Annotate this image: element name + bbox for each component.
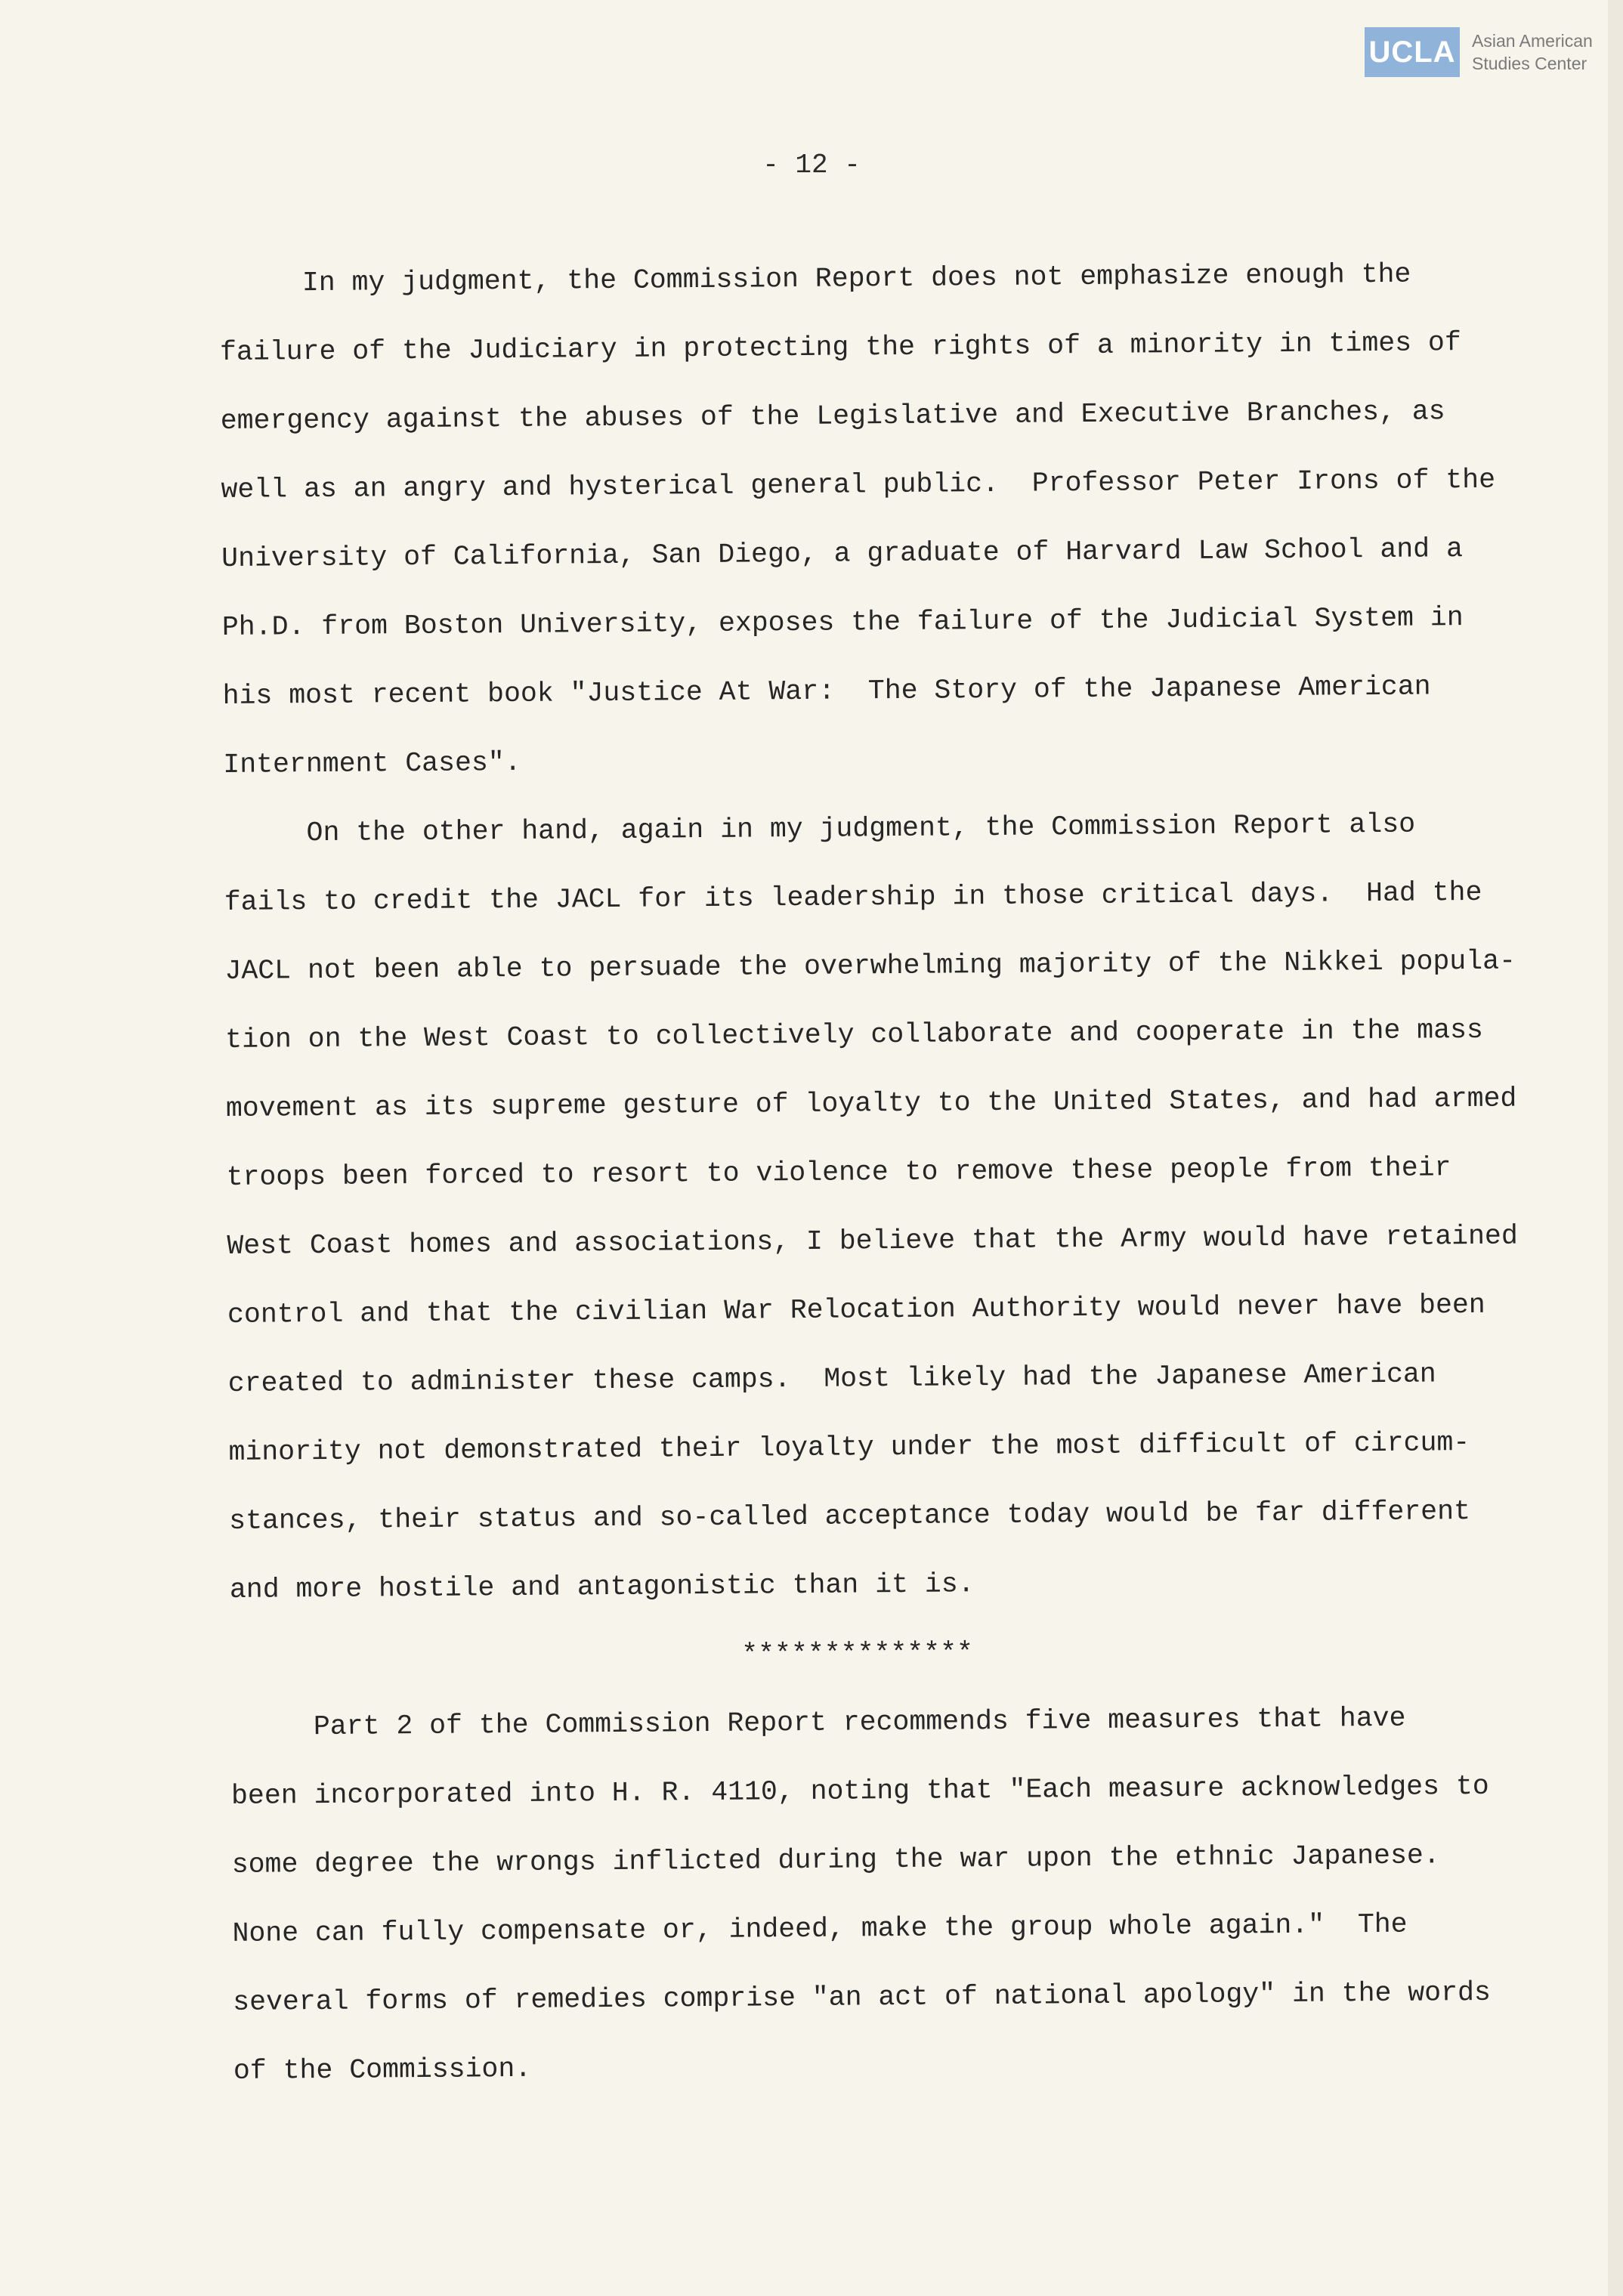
text-line: some degree the wrongs inflicted during the war upon the ethnic Japanese.: [231, 1840, 1440, 1880]
text-line: On the other hand, again in my judgment, the Commission Report also: [223, 808, 1416, 849]
section-divider: **************: [741, 1637, 974, 1670]
archive-logo: [1365, 27, 1593, 77]
text-line: JACL not been able to persuade the overwhelming majority of the Nikkei popula-: [224, 945, 1516, 987]
text-line: Internment Cases".: [223, 746, 521, 780]
document-body: [219, 239, 1518, 2106]
text-line: minority not demonstrated their loyalty under the most difficult of circum-: [228, 1427, 1470, 1468]
text-line: created to administer these camps. Most likely had the Japanese American: [227, 1358, 1436, 1399]
text-line: None can fully compensate or, indeed, make the group whole again." The: [232, 1908, 1408, 1949]
text-line: emergency against the abuses of the Legislative and Executive Branches, as: [220, 396, 1445, 437]
ucla-logo-box: UCLA: [1365, 27, 1460, 77]
text-line: troops been forced to resort to violence to remove these people from their: [226, 1152, 1451, 1193]
text-line: control and that the civilian War Relocation Authority would never have been: [227, 1289, 1485, 1330]
text-line: University of California, San Diego, a graduate of Harvard Law School and a: [221, 533, 1464, 574]
text-line: his most recent book "Justice At War: The Story of the Japanese American: [222, 671, 1431, 712]
logo-caption-line1: Asian American: [1472, 31, 1593, 51]
text-line: fails to credit the JACL for its leadership in those critical days. Had the: [224, 876, 1482, 918]
paper-edge: [1608, 0, 1623, 2296]
text-line: West Coast homes and associations, I believe that the Army would have retained: [227, 1220, 1518, 1262]
text-line: several forms of remedies comprise "an act of national apology" in the words: [233, 1976, 1492, 2018]
page-number: - 12 -: [762, 150, 861, 181]
text-line: failure of the Judiciary in protecting the rights of a minority in times of: [219, 327, 1461, 368]
text-line: Ph.D. from Boston University, exposes the failure of the Judicial System in: [221, 602, 1464, 643]
text-line: and more hostile and antagonistic than it is.: [229, 1568, 975, 1605]
text-line: Part 2 of the Commission Report recommends five measures that have: [230, 1702, 1406, 1743]
text-line: been incorporated into H. R. 4110, noting that "Each measure acknowledges to: [230, 1770, 1489, 1812]
text-line: movement as its supreme gesture of loyalty to the United States, and had armed: [225, 1083, 1517, 1124]
text-line: stances, their status and so-called acceptance today would be far different: [229, 1496, 1471, 1537]
logo-caption-line2: Studies Center: [1472, 54, 1587, 73]
text-line: of the Commission.: [233, 2053, 532, 2087]
text-line: well as an angry and hysterical general public. Professor Peter Irons of the: [221, 464, 1496, 505]
text-line: tion on the West Coast to collectively collaborate and cooperate in the mass: [225, 1014, 1484, 1055]
text-line: In my judgment, the Commission Report does not emphasize enough the: [219, 258, 1411, 299]
logo-caption: [1472, 29, 1593, 75]
